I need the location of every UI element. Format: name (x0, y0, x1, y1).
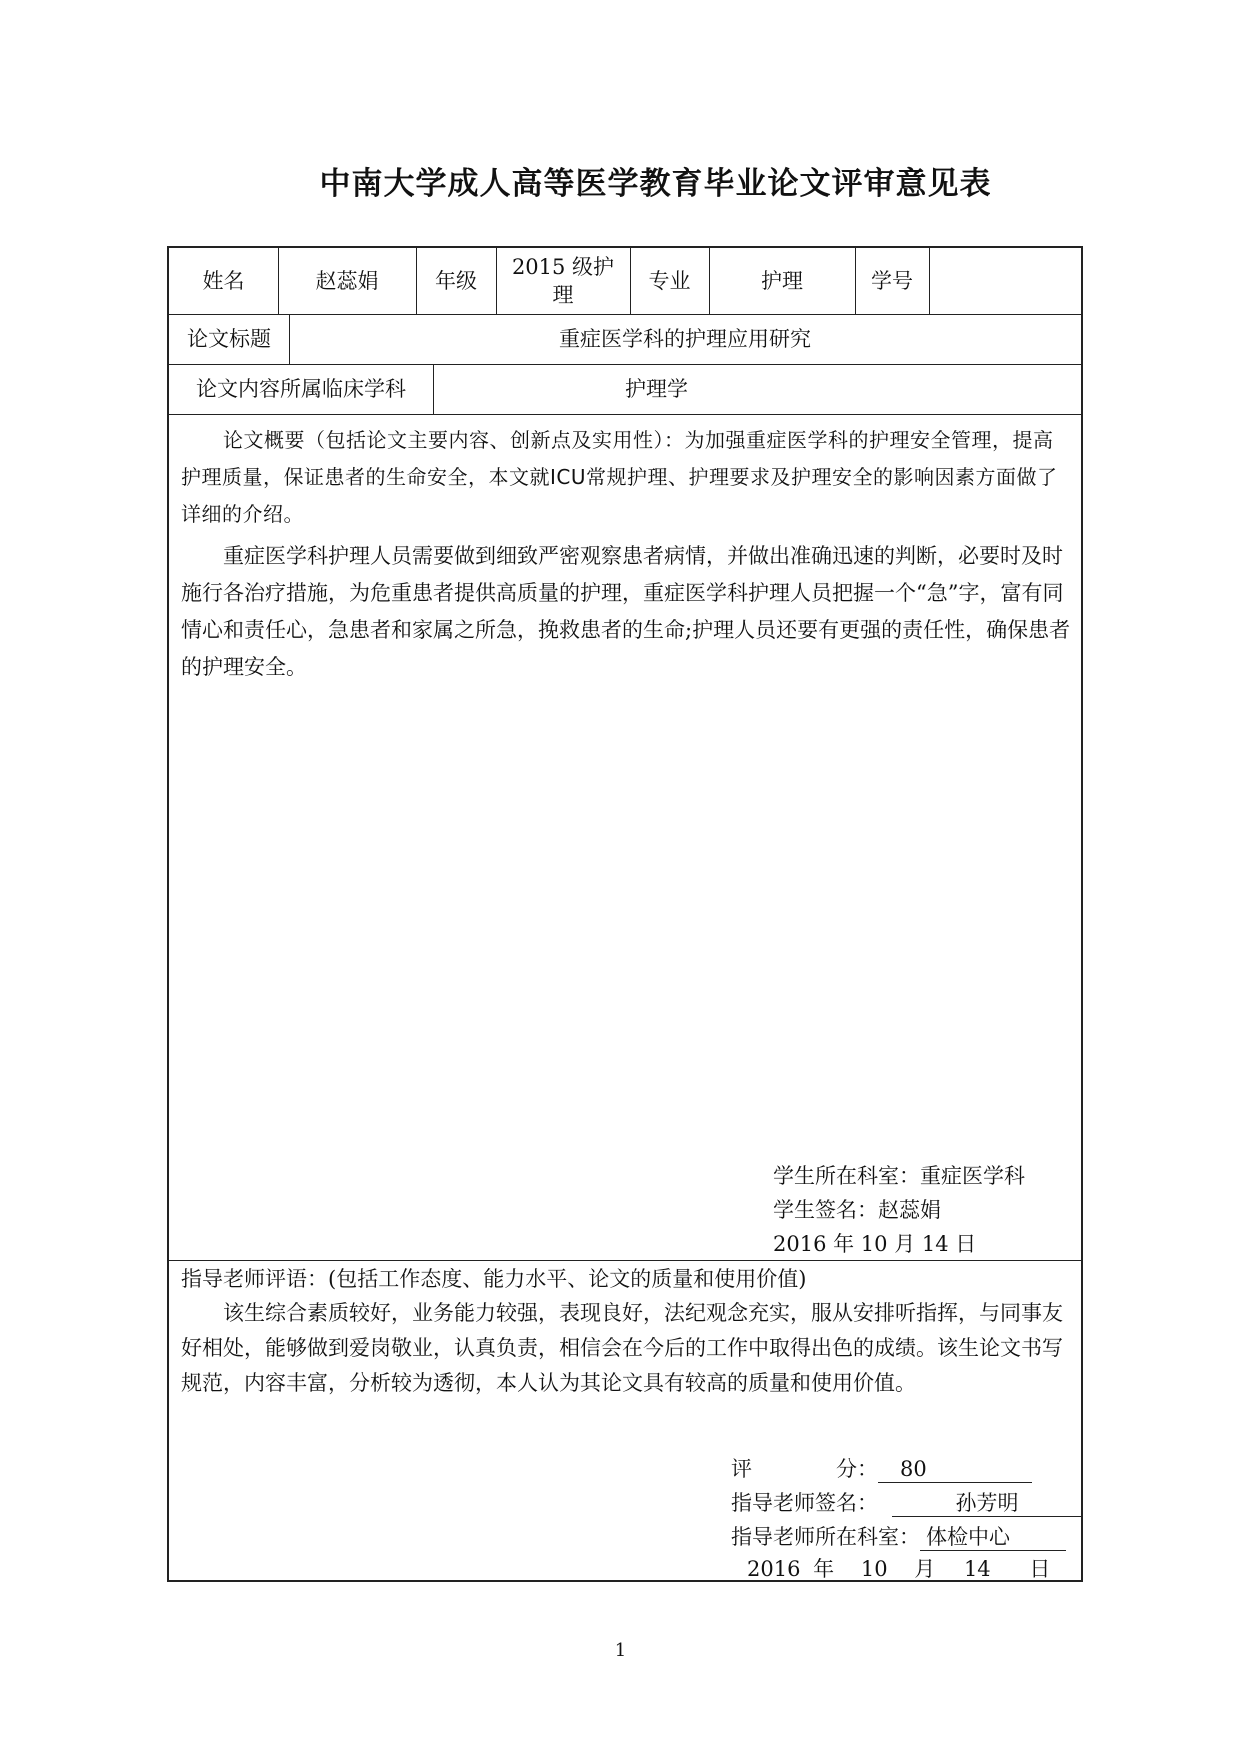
advisor-sign-value: 孙芳明 (892, 1490, 1082, 1517)
summary-body (181, 538, 1071, 686)
advisor-dept-row (731, 1520, 1066, 1554)
thesis-title-value: 重症医学科的护理应用研究 (559, 327, 811, 351)
grade-value (496, 248, 630, 314)
advisor-date-year-unit: 年 (813, 1557, 835, 1581)
major-value: 护理 (761, 269, 803, 293)
advisor-dept-value: 体检中心 (920, 1524, 1066, 1551)
score-label-b: 分： (836, 1457, 878, 1481)
discipline-value: 护理学 (625, 377, 688, 401)
student-dept: 学生所在科室：重症医学科 (773, 1164, 1025, 1188)
thesis-title-label: 论文标题 (187, 327, 271, 351)
advisor-heading: 指导老师评语：(包括工作态度、能力水平、论文的质量和使用价值) (181, 1267, 807, 1291)
advisor-date-day-unit: 日 (1029, 1557, 1051, 1581)
advisor-date-year: 2016 (747, 1557, 801, 1581)
grade-value-line1: 2015 级护 (511, 255, 615, 279)
student-date: 2016 年 10 月 14 日 (773, 1232, 977, 1256)
score-label-a: 评 (731, 1457, 752, 1481)
grade-value-line2: 理 (552, 283, 574, 307)
review-form-table (167, 246, 1083, 1582)
row-divider (169, 414, 1081, 415)
advisor-date-day: 14 (963, 1557, 991, 1581)
advisor-date-row (747, 1552, 1050, 1586)
summary-paragraph: 论文概要（包括论文主要内容、创新点及实用性）：为加强重症医学科的护理安全管理，提高护理质量，保证患者的生命安全，本文就ICU常规护理、护理要求及护理安全的影响因素方面做了详细的介绍。 (181, 428, 1058, 526)
advisor-sign-label: 指导老师签名： (731, 1491, 878, 1515)
name-label: 姓名 (202, 269, 245, 293)
student-signature: 学生签名：赵蕊娟 (773, 1198, 941, 1222)
advisor-date-month-unit: 月 (914, 1557, 936, 1581)
summary-paragraph: 重症医学科护理人员需要做到细致严密观察患者病情，并做出准确迅速的判断，必要时及时施行各治疗措施，为危重患者提供高质量的护理，重症医学科护理人员把握一个“急”字，富有同情心和责任心，急患者和家属之所急，挽救患者的生命;护理人员还要有更强的责任性，确保患者的护理安全。 (181, 544, 1071, 679)
student-id-value (929, 248, 1081, 314)
student-id-label: 学号 (871, 269, 913, 293)
summary-section (181, 422, 1071, 533)
major-label: 专业 (648, 269, 691, 293)
advisor-comment-block (181, 1296, 1071, 1401)
discipline-label: 论文内容所属临床学科 (196, 377, 406, 401)
page-number: 1 (614, 1640, 627, 1661)
advisor-comment: 该生综合素质较好，业务能力较强，表现良好，法纪观念充实，服从安排听指挥，与同事友好相处，能够做到爱岗敬业，认真负责，相信会在今后的工作中取得出色的成绩。该生论文书写规范，内容丰富，分析较为透彻，本人认为其论文具有较高的质量和使用价值。 (181, 1301, 1063, 1395)
page-title: 中南大学成人高等医学教育毕业论文评审意见表 (319, 166, 992, 202)
score-row (731, 1452, 1032, 1486)
grade-label: 年级 (435, 269, 477, 293)
advisor-date-month: 10 (860, 1557, 888, 1581)
name-value: 赵蕊娟 (315, 269, 379, 293)
advisor-dept-label: 指导老师所在科室： (731, 1525, 920, 1549)
advisor-sign-row (731, 1486, 1082, 1520)
score-value: 80 (878, 1456, 1032, 1483)
